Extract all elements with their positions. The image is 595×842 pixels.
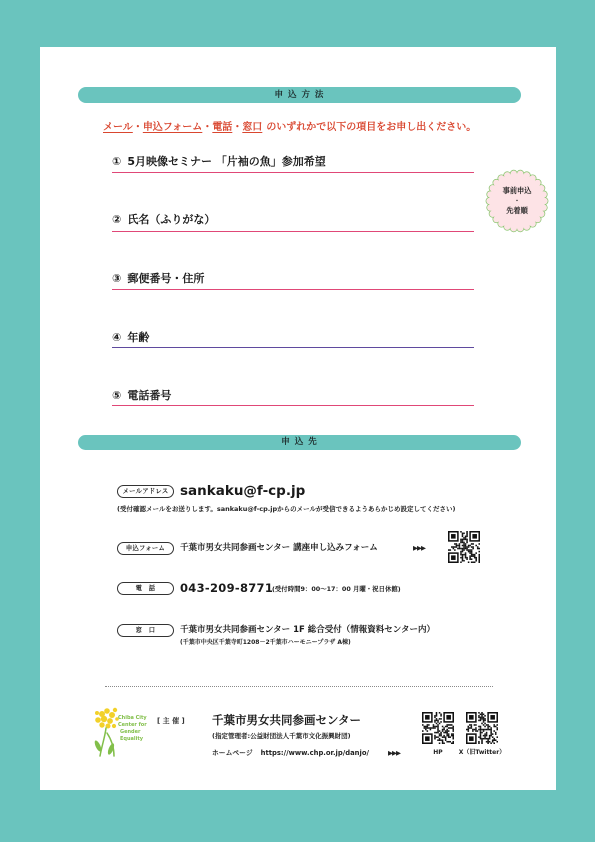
logo-text-line: Center for	[118, 722, 147, 728]
badge-line1: 事前申込	[502, 186, 532, 195]
counter-address: (千葉市中央区千葉寺町1208－2千葉市ハーモニープラザ A棟)	[180, 639, 351, 646]
item-number: ④	[112, 331, 122, 344]
separator: ・	[132, 122, 143, 133]
separator: ・	[202, 122, 213, 133]
method-phone: 電話	[212, 122, 233, 133]
logo-text-line: Gender	[120, 729, 141, 735]
list-item	[112, 389, 171, 403]
dotted-divider	[105, 686, 493, 687]
instructions-rest: のいずれかで以下の項目をお申し出ください。	[266, 122, 477, 133]
item-number: ②	[112, 213, 122, 226]
method-form: 申込フォーム	[142, 122, 203, 133]
counter-tag: 窓 口	[117, 624, 174, 637]
flower-icon	[95, 708, 119, 729]
badge-line2: 先着順	[506, 206, 528, 215]
manager-note: (指定管理者:公益財団法人千葉市文化振興財団)	[212, 732, 351, 740]
item-label: 郵便番号・住所	[127, 272, 205, 285]
item-underline	[112, 347, 474, 348]
phone-hours: (受付時間9：00～17：00 月曜・祝日休館)	[272, 585, 401, 593]
section-header-method: 申 込 方 法	[78, 87, 521, 103]
logo-text-line: Equality	[120, 736, 144, 742]
qr-label-x: X（旧Twitter）	[458, 749, 506, 756]
item-number: ⑤	[112, 389, 122, 402]
form-tag: 申込フォーム	[117, 542, 174, 555]
email-address: sankaku@f-cp.jp	[180, 483, 306, 499]
form-qr-code-icon	[448, 531, 480, 563]
item-underline	[112, 289, 474, 290]
section-header-contact: 申 込 先	[78, 435, 521, 450]
method-counter: 窓口	[242, 122, 263, 133]
email-note: (受付確認メールをお送りします。sankaku@f-cp.jpからのメールが受信できるようあらかじめ設定してください)	[117, 505, 456, 513]
badge-dot: ・	[513, 198, 521, 205]
item-label: 氏名（ふりがな）	[127, 213, 216, 226]
item-label: 5月映像セミナー 「片袖の魚」参加希望	[127, 155, 326, 168]
list-item	[112, 272, 204, 286]
homepage-line	[212, 748, 369, 758]
phone-tag: 電 話	[117, 582, 174, 595]
instructions-line	[103, 121, 476, 135]
item-underline	[112, 231, 474, 232]
homepage-qr-code-icon	[422, 712, 454, 744]
logo-text-line: Chiba City	[118, 715, 147, 721]
homepage-url[interactable]: https://www.chp.or.jp/danjo/	[260, 749, 369, 757]
form-name: 千葉市男女共同参画センター 講座申し込みフォーム	[180, 543, 378, 553]
item-underline	[112, 172, 474, 173]
item-underline	[112, 405, 474, 406]
phone-number: 043-209-8771	[180, 581, 274, 595]
list-item	[112, 331, 149, 345]
list-item	[112, 155, 326, 169]
arrow-icon: ▶▶▶	[388, 749, 400, 757]
list-item	[112, 213, 215, 227]
separator: ・	[232, 122, 243, 133]
arrow-icon: ▶▶▶	[413, 544, 425, 552]
x-qr-code-icon	[466, 712, 498, 744]
qr-label-hp: HP	[433, 749, 443, 756]
first-come-badge	[484, 168, 550, 234]
item-label: 年齢	[127, 331, 150, 344]
method-email: メール	[103, 122, 133, 133]
email-tag: メールアドレス	[117, 485, 174, 498]
item-number: ③	[112, 272, 122, 285]
item-label: 電話番号	[127, 389, 172, 402]
homepage-label: ホームページ	[212, 749, 253, 757]
host-label: [ 主 催 ]	[157, 717, 185, 725]
item-number: ①	[112, 155, 122, 168]
organizer-name: 千葉市男女共同参画センター	[212, 713, 362, 727]
center-logo	[92, 705, 152, 759]
counter-location: 千葉市男女共同参画センター 1F 総合受付（情報資料センター内）	[180, 625, 435, 635]
